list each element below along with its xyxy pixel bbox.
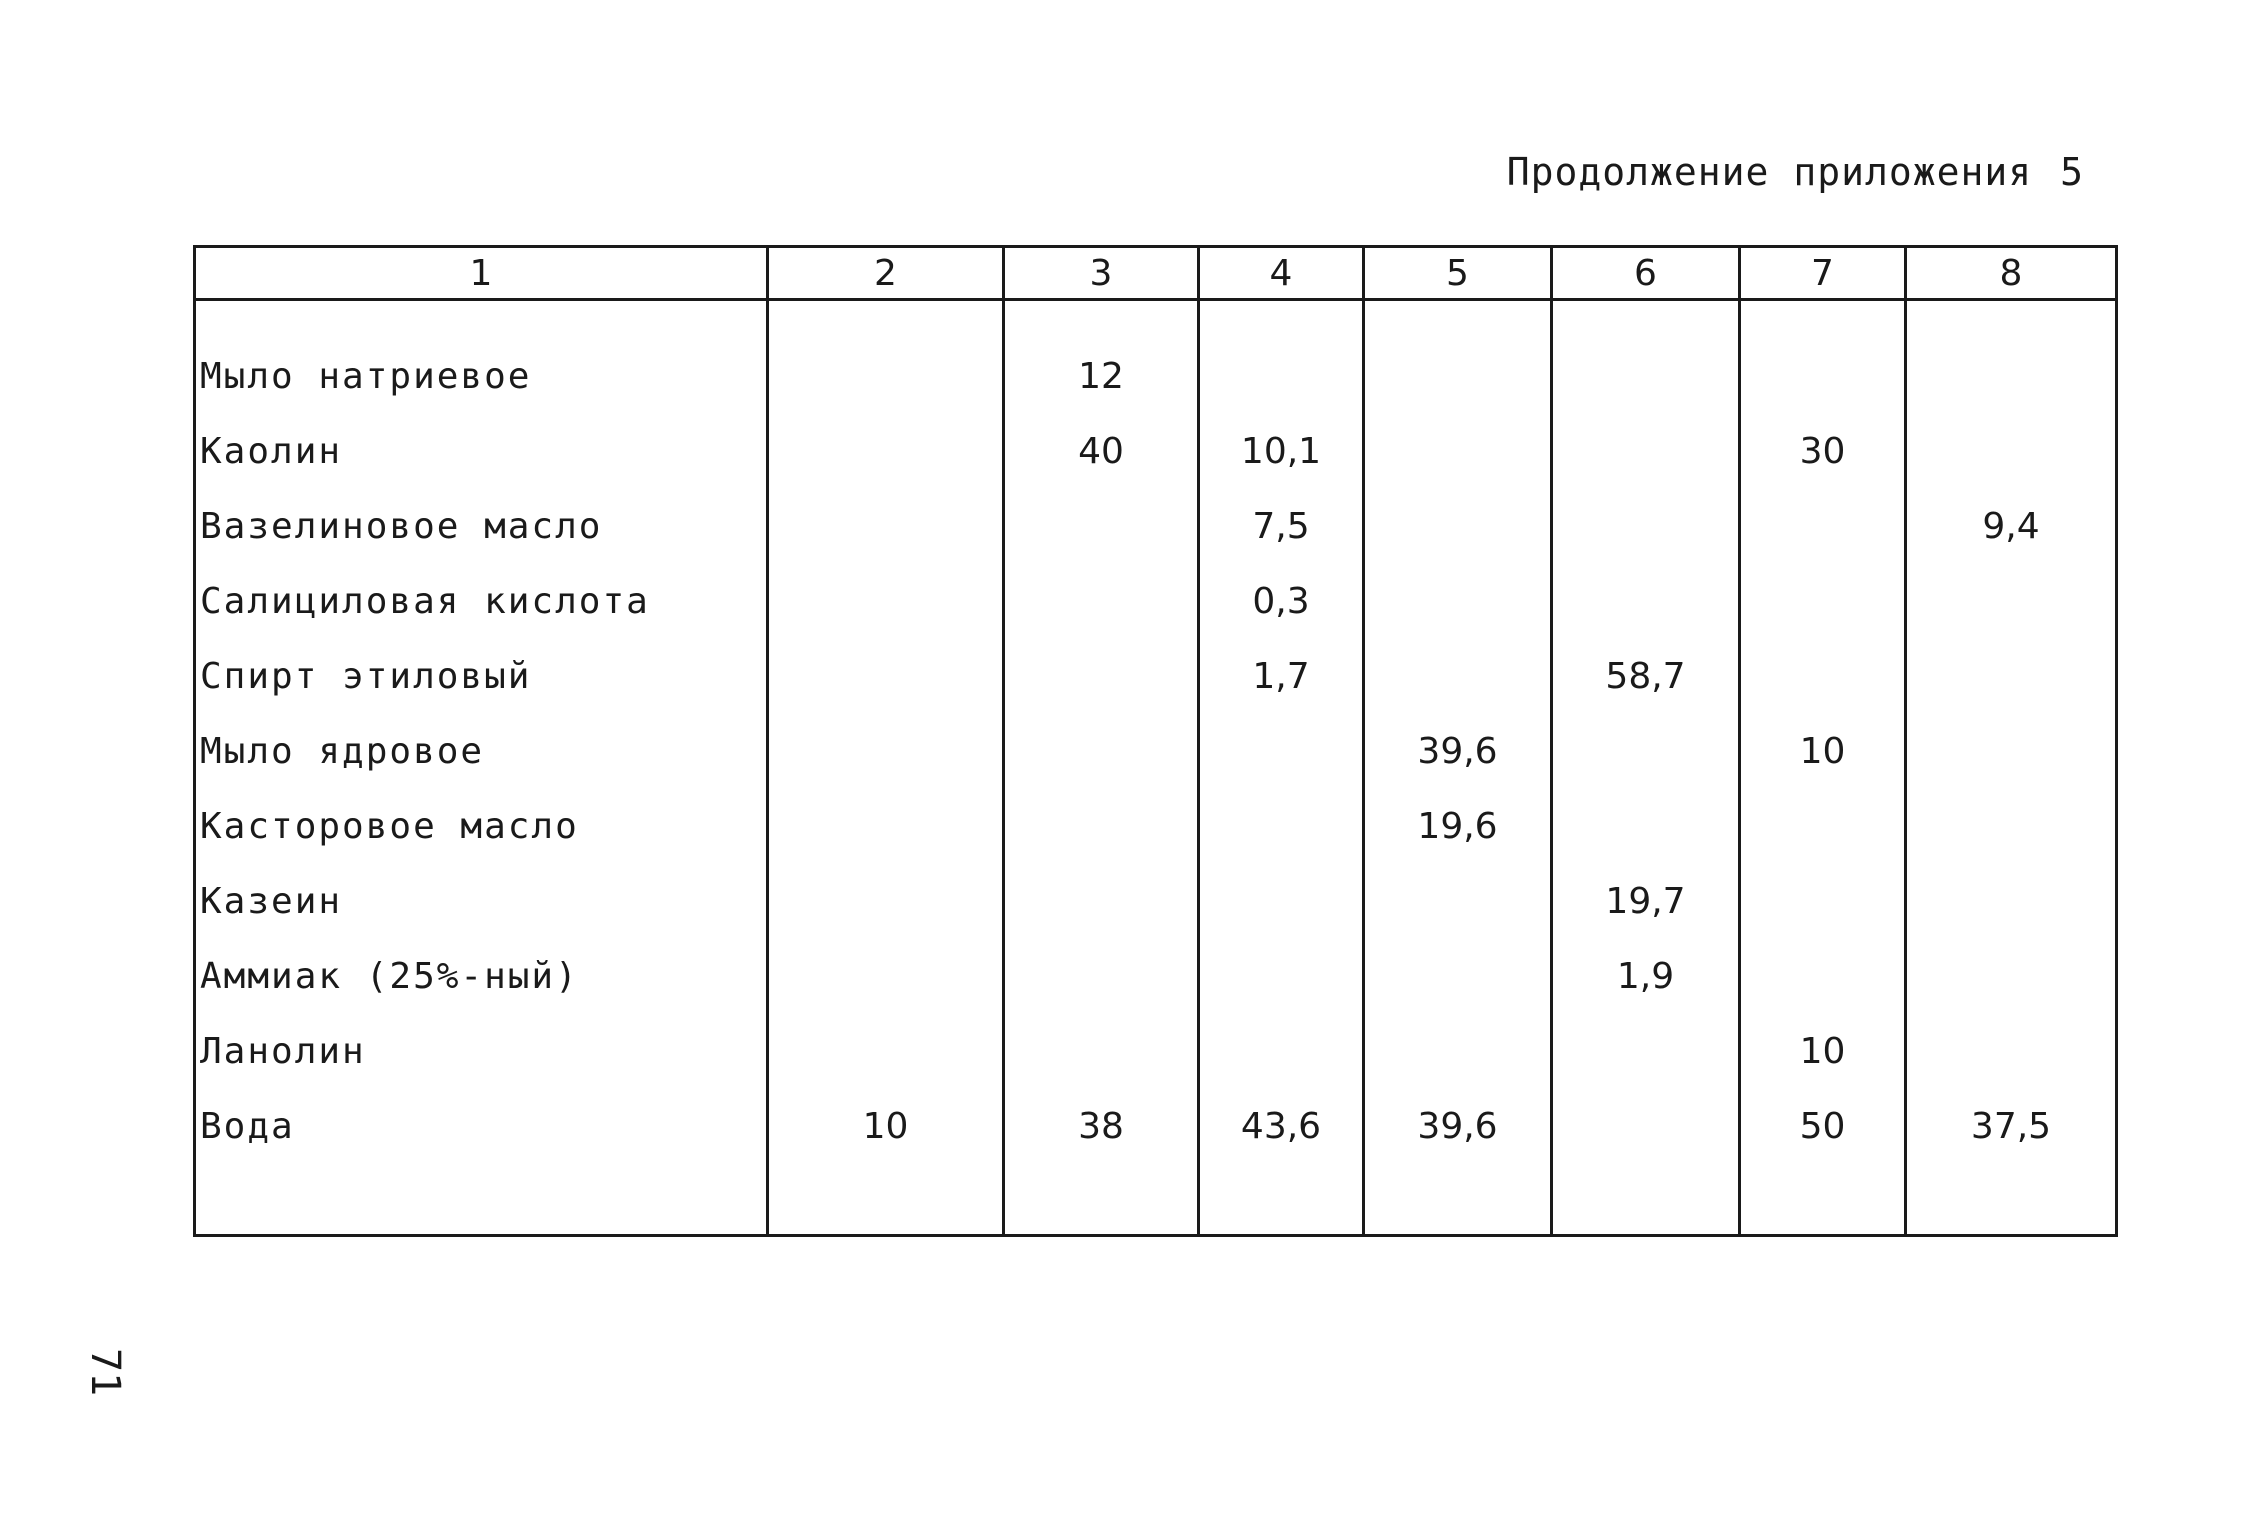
value-cell	[1906, 939, 2117, 1014]
value-cell	[1906, 339, 2117, 414]
value-cell: 39,6	[1364, 714, 1552, 789]
value-cell	[1199, 1014, 1364, 1089]
appendix-heading-text: Продолжение приложения	[1506, 150, 2033, 194]
value-cell	[1906, 414, 2117, 489]
value-cell: 1,7	[1199, 639, 1364, 714]
value-cell	[768, 714, 1004, 789]
composition-table	[193, 245, 2118, 1237]
value-cell	[1906, 789, 2117, 864]
table-row	[195, 489, 2117, 564]
table-body	[195, 300, 2117, 1236]
value-cell	[768, 789, 1004, 864]
value-cell	[768, 939, 1004, 1014]
table-row	[195, 639, 2117, 714]
value-cell	[768, 1014, 1004, 1089]
value-cell: 37,5	[1906, 1089, 2117, 1164]
table-row	[195, 339, 2117, 414]
value-cell	[1552, 564, 1740, 639]
value-cell	[768, 639, 1004, 714]
column-header: 3	[1004, 247, 1199, 300]
value-cell	[1199, 339, 1364, 414]
value-cell	[1364, 1014, 1552, 1089]
ingredient-name: Вода	[200, 1106, 295, 1147]
value-cell	[1364, 564, 1552, 639]
column-header: 7	[1740, 247, 1906, 300]
table-spacer	[195, 300, 2117, 340]
value-cell: 40	[1004, 414, 1199, 489]
value-cell	[1364, 864, 1552, 939]
value-cell	[1740, 789, 1906, 864]
value-cell	[1004, 564, 1199, 639]
value-cell	[1552, 489, 1740, 564]
value-cell: 38	[1004, 1089, 1199, 1164]
column-header: 8	[1906, 247, 2117, 300]
value-cell	[1199, 939, 1364, 1014]
value-cell	[1906, 864, 2117, 939]
value-cell	[768, 864, 1004, 939]
value-cell: 19,6	[1364, 789, 1552, 864]
value-cell	[1004, 714, 1199, 789]
ingredient-name: Каолин	[200, 431, 343, 472]
value-cell: 10	[768, 1089, 1004, 1164]
value-cell: 10	[1740, 1014, 1906, 1089]
table-row	[195, 1014, 2117, 1089]
appendix-heading	[1507, 150, 2084, 194]
column-header: 6	[1552, 247, 1740, 300]
value-cell	[1552, 789, 1740, 864]
table-row	[195, 564, 2117, 639]
table-row	[195, 864, 2117, 939]
value-cell	[1199, 714, 1364, 789]
value-cell	[1906, 564, 2117, 639]
value-cell: 9,4	[1906, 489, 2117, 564]
value-cell: 1,9	[1552, 939, 1740, 1014]
value-cell	[1004, 639, 1199, 714]
value-cell: 7,5	[1199, 489, 1364, 564]
ingredient-name: Мыло натриевое	[200, 356, 532, 397]
value-cell: 58,7	[1552, 639, 1740, 714]
value-cell	[1906, 1014, 2117, 1089]
value-cell	[1364, 639, 1552, 714]
ingredient-name: Салициловая кислота	[200, 581, 650, 622]
value-cell: 0,3	[1199, 564, 1364, 639]
value-cell	[1740, 639, 1906, 714]
table-spacer	[195, 1164, 2117, 1236]
value-cell	[1364, 489, 1552, 564]
table-row	[195, 939, 2117, 1014]
table-row	[195, 714, 2117, 789]
value-cell	[1364, 414, 1552, 489]
value-cell: 30	[1740, 414, 1906, 489]
value-cell	[1740, 489, 1906, 564]
ingredient-name: Казеин	[200, 881, 343, 922]
value-cell	[1004, 939, 1199, 1014]
value-cell: 10,1	[1199, 414, 1364, 489]
table-row	[195, 414, 2117, 489]
ingredient-name: Спирт этиловый	[200, 656, 532, 697]
value-cell	[1199, 864, 1364, 939]
value-cell	[1552, 1089, 1740, 1164]
value-cell	[1906, 639, 2117, 714]
value-cell	[1004, 789, 1199, 864]
value-cell	[1364, 939, 1552, 1014]
value-cell	[1740, 564, 1906, 639]
value-cell: 19,7	[1552, 864, 1740, 939]
value-cell	[768, 414, 1004, 489]
page-number: 71	[82, 1348, 128, 1397]
value-cell	[1552, 714, 1740, 789]
ingredient-name: Касторовое масло	[200, 806, 579, 847]
ingredient-name: Мыло ядровое	[200, 731, 485, 772]
value-cell: 10	[1740, 714, 1906, 789]
value-cell: 50	[1740, 1089, 1906, 1164]
value-cell	[1740, 939, 1906, 1014]
table-row	[195, 789, 2117, 864]
value-cell	[1552, 1014, 1740, 1089]
value-cell	[1906, 714, 2117, 789]
value-cell	[1740, 339, 1906, 414]
value-cell	[1364, 339, 1552, 414]
ingredient-name: Ланолин	[200, 1031, 366, 1072]
column-header: 5	[1364, 247, 1552, 300]
value-cell	[1740, 864, 1906, 939]
ingredient-name: Вазелиновое масло	[200, 506, 603, 547]
value-cell	[1552, 414, 1740, 489]
column-header: 1	[195, 247, 768, 300]
value-cell: 39,6	[1364, 1089, 1552, 1164]
appendix-number: 5	[2060, 150, 2084, 194]
value-cell: 12	[1004, 339, 1199, 414]
value-cell	[1004, 1014, 1199, 1089]
column-number-row	[195, 247, 2117, 300]
value-cell	[768, 339, 1004, 414]
value-cell	[768, 489, 1004, 564]
ingredient-name: Аммиак (25%-ный)	[200, 956, 579, 997]
value-cell	[1552, 339, 1740, 414]
table-row	[195, 1089, 2117, 1164]
value-cell	[1004, 864, 1199, 939]
column-header: 4	[1199, 247, 1364, 300]
value-cell	[1004, 489, 1199, 564]
column-header: 2	[768, 247, 1004, 300]
value-cell	[768, 564, 1004, 639]
value-cell	[1199, 789, 1364, 864]
value-cell: 43,6	[1199, 1089, 1364, 1164]
